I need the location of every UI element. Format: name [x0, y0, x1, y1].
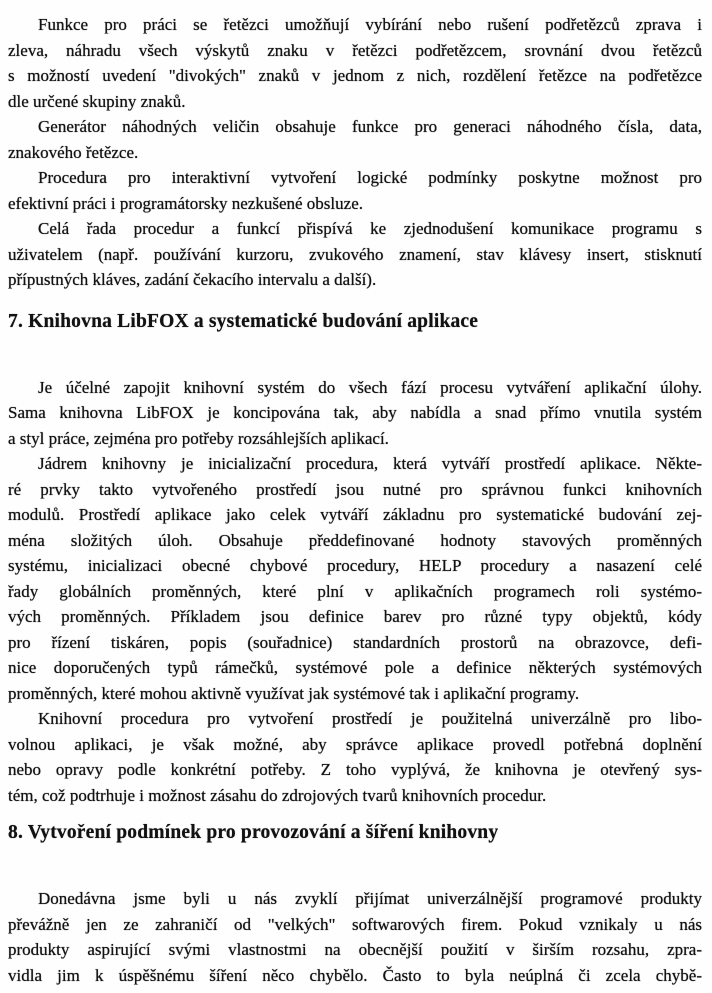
text-line: uživatelem (např. používání kurzoru, zvukového znamení, stav klávesy insert, stisknutí — [8, 244, 702, 264]
text-line: Je účelné zapojit knihovní systém do všech fází procesu vytváření aplikační úlohy. — [38, 377, 702, 397]
paragraph-random-generator — [8, 114, 702, 165]
text-line: ména složitých úloh. Obsahuje předdefinované hodnoty stavových proměnných — [8, 530, 702, 550]
paragraph-section7-library-procedure — [8, 706, 702, 808]
text-line: nebo opravy podle konkrétní potřeby. Z toho vyplývá, že knihovna je otevřený sys- — [8, 760, 702, 779]
text-line: tém, což podtrhuje i možnost zásahu do zdrojových tvarů knihovních procedur. — [8, 785, 547, 805]
section-8-heading: 8. Vytvoření podmínek pro provozování a šíření knihovny — [8, 822, 499, 843]
text-line: volnou aplikaci, je však možné, aby správce aplikace provedl potřebná doplnění — [8, 734, 702, 754]
text-line: znakového řetězce. — [8, 142, 139, 162]
text-line: produkty aspirující svými vlastnostmi na obecnější použití v širším rozsahu, zpra- — [8, 940, 702, 959]
text-line: ré prvky takto vytvořeného prostředí jsou nutné pro správnou funkci knihovních — [8, 479, 702, 499]
text-line: Donedávna jsme byli u nás zvyklí přijímat univerzálnější programové produkty — [38, 889, 702, 908]
paragraph-section7-core — [8, 451, 702, 706]
text-line: Funkce pro práci se řetězci umožňují vybírání nebo rušení podřetězců zprava i — [38, 15, 702, 34]
text-line: Procedura pro interaktivní vytvoření logické podmínky poskytne možnost pro — [38, 168, 702, 187]
text-line: pro řízení tiskáren, popis (souřadnice) standardních prostorů na obrazovce, defi- — [8, 632, 702, 652]
text-line: systému, inicializaci obecné chybové procedury, HELP procedury a nasazení celé — [8, 556, 702, 575]
text-line: Knihovní procedura pro vytvoření prostředí je použitelná univerzálně pro libo- — [38, 709, 702, 728]
text-line: zleva, náhradu všech výskytů znaku v řetězci podřetězcem, srovnání dvou řetězců — [8, 40, 702, 60]
text-line: efektivní práci i programátorsky nezkušené obsluze. — [8, 193, 363, 213]
text-line: převážně jen ze zahraničí od "velkých" softwarových firem. Pokud vznikaly u nás — [8, 914, 702, 934]
paragraph-section8-intro — [8, 886, 702, 988]
text-line: Generátor náhodných veličin obsahuje funkce pro generaci náhodného čísla, data, — [38, 117, 702, 136]
text-line: dle určené skupiny znaků. — [8, 91, 186, 111]
paragraph-string-functions — [8, 12, 702, 114]
text-line: s možností uvedení "divokých" znaků v jednom z nich, rozdělení řetězce na podřetězce — [8, 66, 702, 85]
text-line: a styl práce, zejména pro potřeby rozsáhlejších aplikací. — [8, 428, 389, 448]
text-line: řady globálních proměnných, které plní v aplikačních programech roli systémo- — [8, 581, 702, 601]
text-line: Sama knihovna LibFOX je koncipována tak, aby nabídla a snad přímo vnutila systém — [8, 403, 702, 422]
section-7-heading: 7. Knihovna LibFOX a systematické budování aplikace — [8, 310, 479, 332]
text-line: nice doporučených typů rámečků, systémové pole a definice některých systémových — [8, 658, 702, 677]
text-line: modulů. Prostředí aplikace jako celek vytváří základnu pro systematické budování zej- — [8, 505, 702, 524]
text-line: vidla jim k úspěšnému šíření něco chybělo. Často to byla neúplná či zcela chybě- — [8, 965, 702, 985]
text-line: vých proměnných. Příkladem jsou definice barev pro různé typy objektů, kódy — [8, 607, 702, 626]
text-line: přípustných kláves, zadání čekacího intervalu a další). — [8, 270, 377, 289]
text-line: proměnných, které mohou aktivně využívat jak systémové tak i aplikační programy. — [8, 683, 580, 703]
text-line: Jádrem knihovny je inicializační procedura, která vytváří prostředí aplikace. Někte- — [38, 454, 702, 473]
paragraph-user-communication — [8, 216, 702, 293]
text-line: Celá řada procedur a funkcí přispívá ke zjednodušení komunikace programu s — [38, 219, 702, 238]
paragraph-interactive-procedure — [8, 165, 702, 216]
paragraph-section7-intro — [8, 375, 702, 452]
